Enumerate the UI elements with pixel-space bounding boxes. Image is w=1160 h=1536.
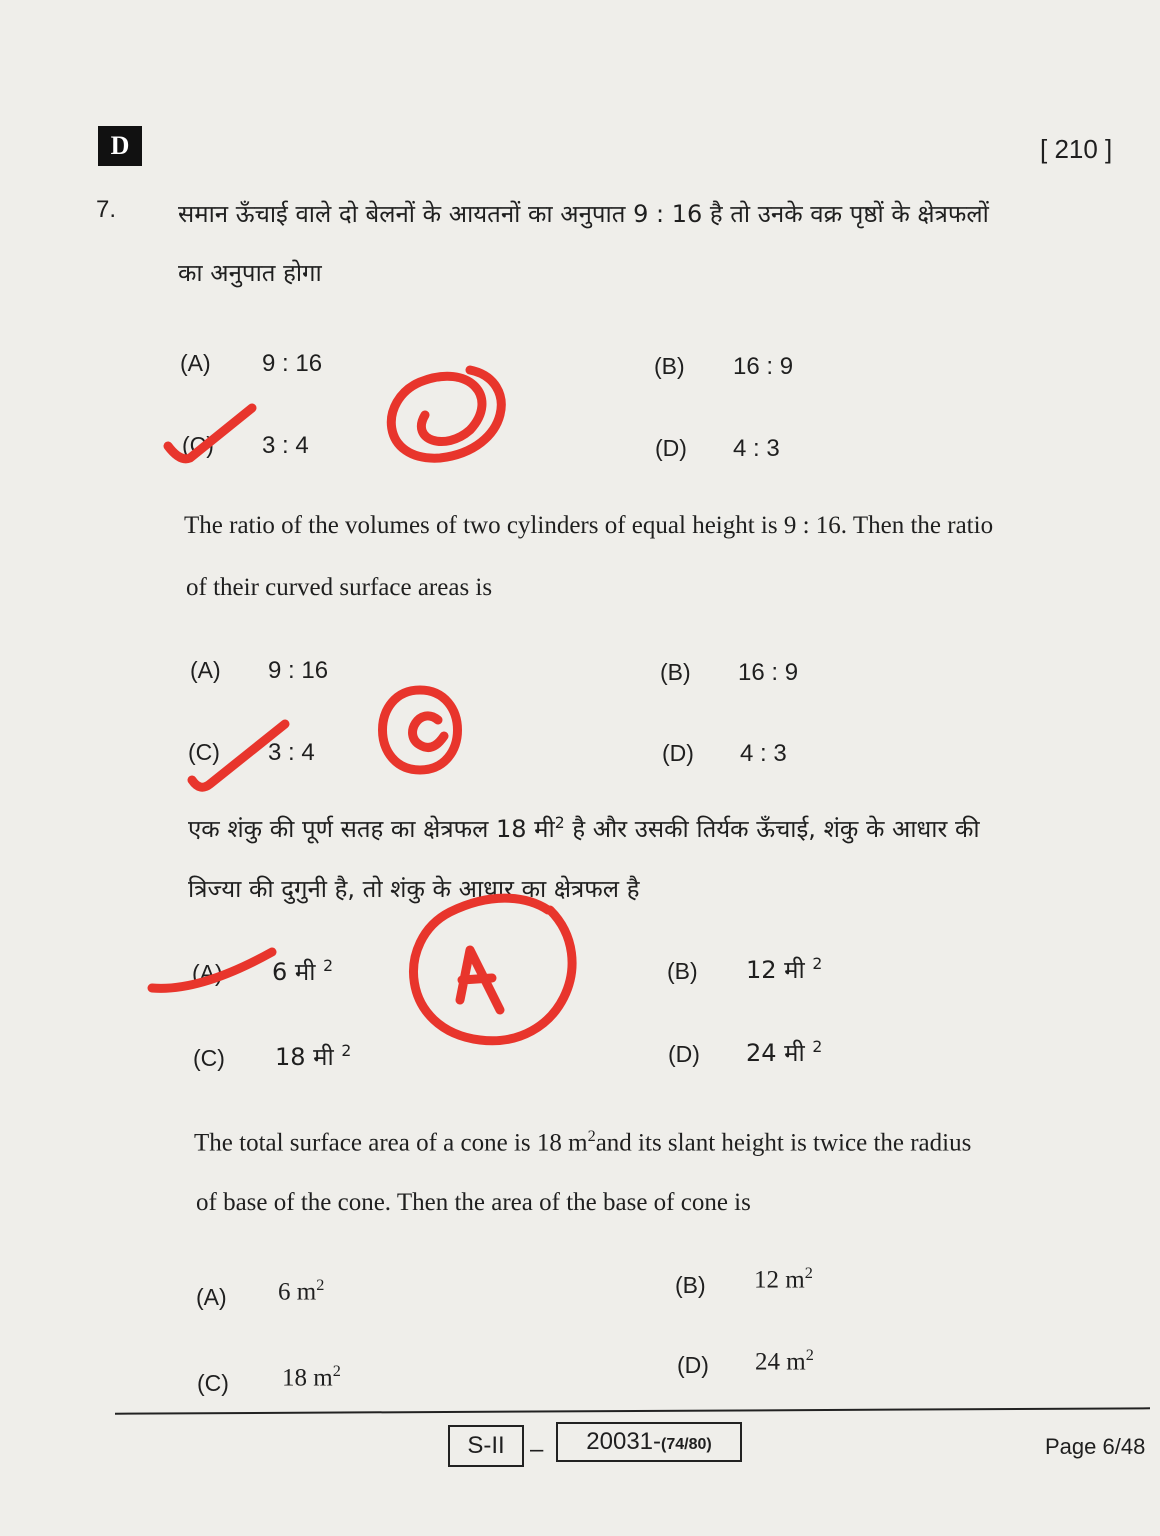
set-badge: D — [98, 126, 142, 166]
q8-en-c-text: 18 m — [282, 1364, 333, 1392]
q8-en-option-c-label: (C) — [197, 1370, 229, 1396]
question-code: [ 210 ] — [1040, 134, 1113, 164]
q8-hindi-line2: त्रिज्या की दुगुनी है, तो शंकु के आधार का क्षेत्रफल है — [188, 875, 640, 903]
q8-hi-option-b-label: (B) — [667, 958, 698, 984]
q7-english-line1: The ratio of the volumes of two cylinders of equal height is 9 : 16. Then the ratio — [184, 512, 994, 539]
q8-en-a-sup: 2 — [316, 1276, 325, 1294]
paper-code-small: (74/80) — [661, 1436, 712, 1453]
q8-hi-option-d-label: (D) — [668, 1041, 700, 1067]
q8-hindi-line1-rest: है और उसकी तिर्यक ऊँचाई, शंकु के आधार की — [572, 815, 980, 843]
q8-hindi-line1-sup: 2 — [554, 814, 565, 832]
series-box: S-II — [448, 1425, 524, 1467]
q8-hi-option-a-label: (A) — [192, 960, 223, 986]
circle-a — [414, 898, 573, 1041]
q8-en-option-a-label: (A) — [196, 1284, 227, 1310]
q8-english-line1-sup: 2 — [587, 1127, 596, 1145]
q8-english-line1-a: The total surface area of a cone is 18 m — [194, 1129, 588, 1157]
q7-english-line2: of their curved surface areas is — [186, 574, 493, 601]
q8-en-option-b-label: (B) — [675, 1272, 706, 1298]
check-mark-3 — [152, 952, 272, 988]
page-number: Page 6/48 — [1045, 1434, 1146, 1459]
q7-hi-option-a-label: (A) — [180, 350, 211, 376]
q8-en-a-text: 6 m — [278, 1278, 317, 1306]
q7-en-option-a-value: 9 : 16 — [268, 657, 329, 684]
q8-hi-c-sup: 2 — [341, 1042, 352, 1060]
q7-en-option-b-label: (B) — [660, 659, 691, 685]
circle-c-1 — [391, 370, 501, 458]
q7-hindi-line2: का अनुपात होगा — [178, 259, 322, 287]
q7-hindi-line1: समान ऊँचाई वाले दो बेलनों के आयतनों का अनुपात 9 : 16 है तो उनके वक्र पृष्ठों के क्षेत्रफलों — [178, 200, 989, 228]
paper-code: 20031- — [586, 1428, 662, 1455]
q7-hi-option-c-value: 3 : 4 — [262, 432, 309, 459]
q7-hi-option-c-label: (C) — [182, 432, 214, 458]
question-number: 7. — [96, 196, 117, 223]
paper-code-box — [556, 1422, 742, 1462]
circle-c-2 — [383, 690, 458, 770]
q8-english-line2: of base of the cone. Then the area of the base of cone is — [196, 1189, 751, 1216]
q8-hi-a-text: 6 मी — [272, 958, 316, 986]
q7-en-option-a-label: (A) — [190, 657, 221, 683]
q7-hi-option-a-value: 9 : 16 — [262, 350, 323, 377]
q8-hi-b-text: 12 मी — [746, 956, 805, 984]
q8-hi-d-text: 24 मी — [746, 1039, 805, 1067]
q8-en-b-sup: 2 — [804, 1264, 813, 1282]
q7-hi-option-d-label: (D) — [655, 435, 687, 461]
q7-en-option-c-label: (C) — [188, 739, 220, 765]
q7-en-option-d-label: (D) — [662, 740, 694, 766]
footer-dash: – — [530, 1436, 544, 1463]
q8-en-c-sup: 2 — [332, 1362, 341, 1380]
q7-hi-option-b-value: 16 : 9 — [733, 353, 794, 380]
q8-hi-b-sup: 2 — [812, 955, 823, 973]
check-mark-2 — [192, 724, 285, 787]
q7-hi-option-b-label: (B) — [654, 353, 685, 379]
q8-en-d-sup: 2 — [805, 1346, 814, 1364]
q7-hi-option-d-value: 4 : 3 — [733, 435, 780, 462]
q8-hi-d-sup: 2 — [812, 1038, 823, 1056]
q7-en-option-b-value: 16 : 9 — [738, 659, 799, 686]
check-mark-1 — [168, 408, 252, 459]
q8-en-option-d-label: (D) — [677, 1352, 709, 1378]
q8-hindi-line1-start: एक शंकु की पूर्ण सतह का क्षेत्रफल 18 मी — [188, 815, 555, 843]
q8-en-b-text: 12 m — [754, 1266, 805, 1294]
q8-english-line1-b: and its slant height is twice the radius — [595, 1129, 972, 1157]
q8-hi-c-text: 18 मी — [275, 1043, 334, 1071]
q8-en-d-text: 24 m — [755, 1348, 806, 1376]
q8-hi-option-c-label: (C) — [193, 1045, 225, 1071]
q8-hi-a-sup: 2 — [323, 957, 334, 975]
q7-en-option-d-value: 4 : 3 — [740, 740, 787, 767]
q7-en-option-c-value: 3 : 4 — [268, 739, 315, 766]
